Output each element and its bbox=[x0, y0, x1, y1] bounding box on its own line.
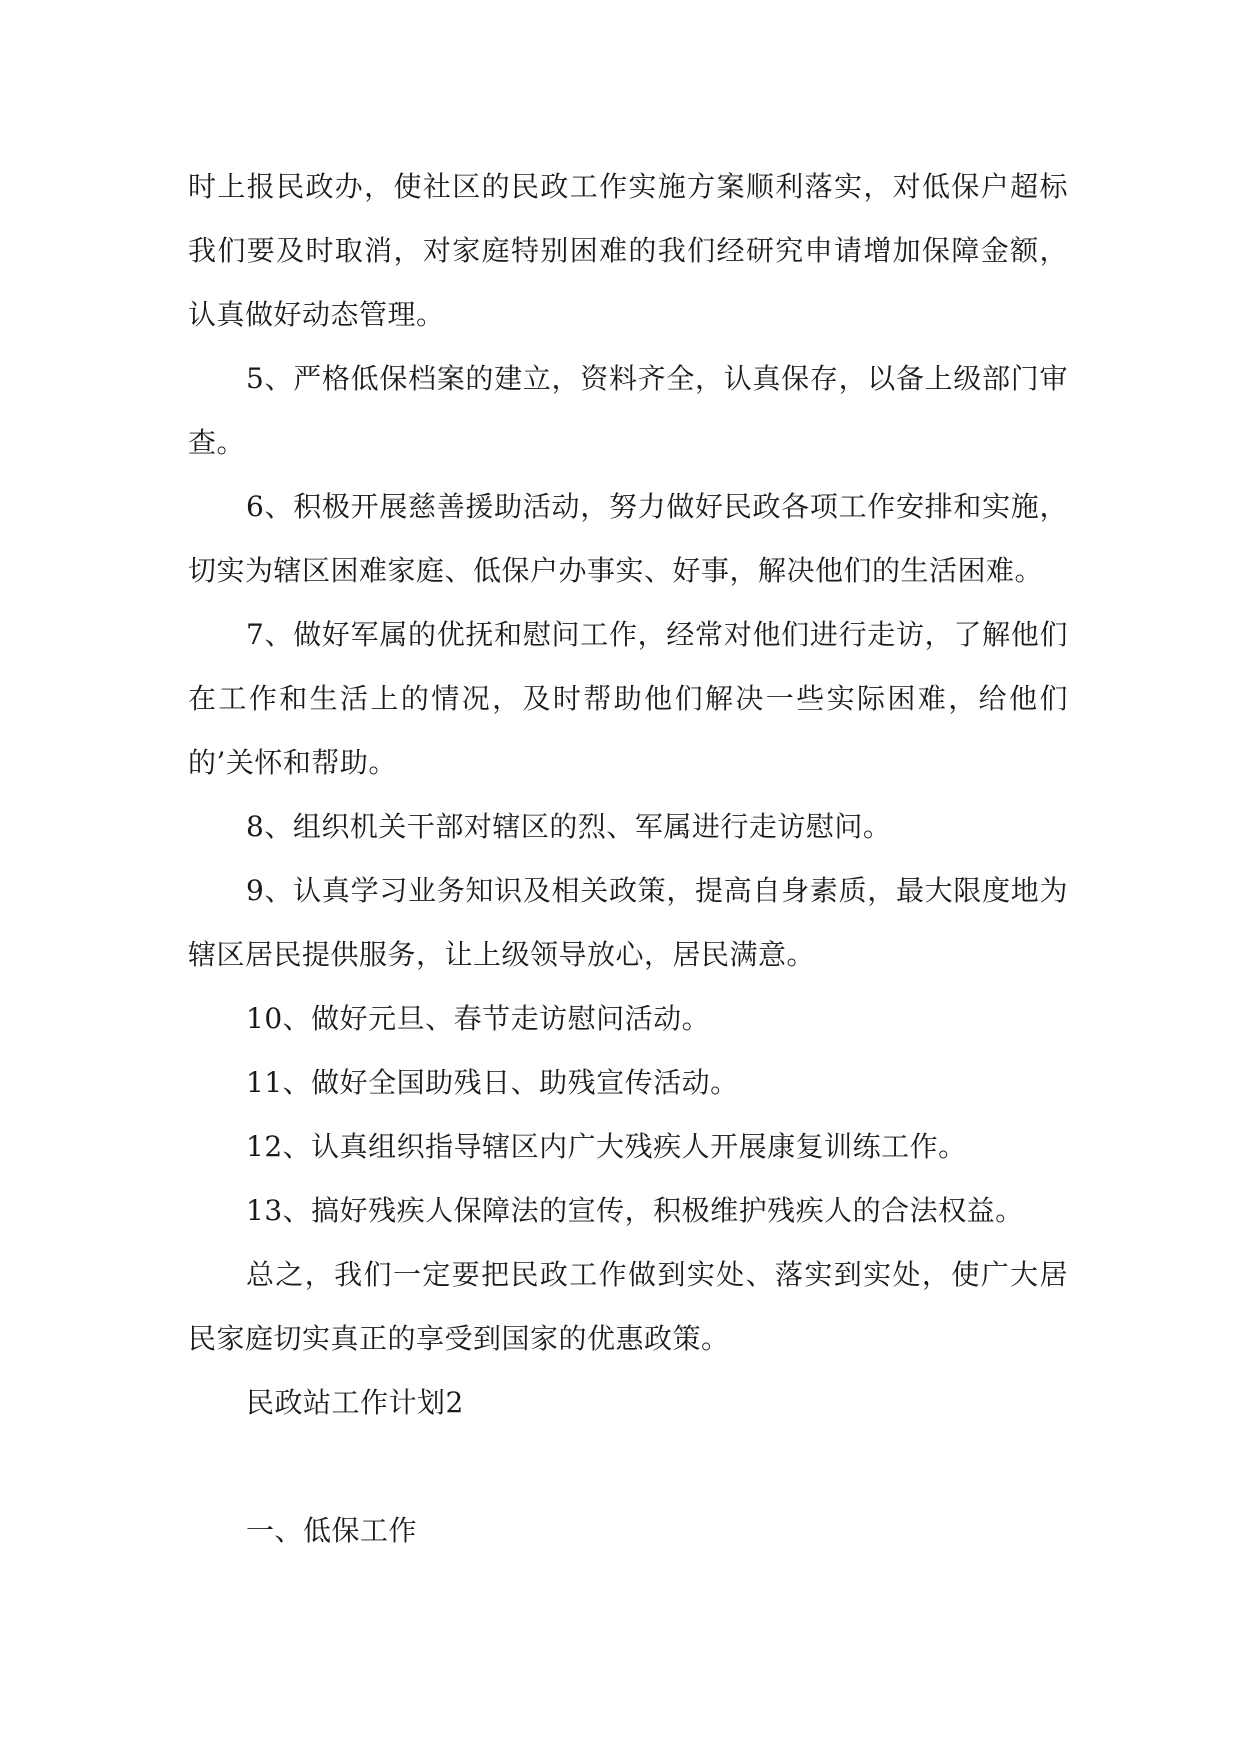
section-title: 民政站工作计划2 bbox=[246, 1386, 464, 1419]
list-item-13: 13、搞好残疾人保障法的宣传，积极维护残疾人的合法权益。 bbox=[246, 1194, 1024, 1227]
list-item-6: 6、积极开展慈善援助活动，努力做好民政各项工作安排和实施，切实为辖区困难家庭、低保户办事实、好事，解决他们的生活困难。 bbox=[188, 490, 1068, 587]
paragraph-continuation: 时上报民政办，使社区的民政工作实施方案顺利落实，对低保户超标我们要及时取消，对家庭特别困难的我们经研究申请增加保障金额，认真做好动态管理。 bbox=[188, 170, 1068, 331]
list-item-9: 9、认真学习业务知识及相关政策，提高自身素质，最大限度地为辖区居民提供服务，让上级领导放心，居民满意。 bbox=[188, 874, 1068, 971]
blank-line bbox=[188, 1435, 1068, 1499]
list-item-8: 8、组织机关干部对辖区的烈、军属进行走访慰问。 bbox=[246, 810, 892, 843]
list-item-12: 12、认真组织指导辖区内广大残疾人开展康复训练工作。 bbox=[246, 1130, 967, 1163]
summary-paragraph: 总之，我们一定要把民政工作做到实处、落实到实处，使广大居民家庭切实真正的享受到国家的优惠政策。 bbox=[188, 1258, 1068, 1355]
document-body bbox=[188, 155, 1068, 1563]
list-item-11: 11、做好全国助残日、助残宣传活动。 bbox=[246, 1066, 739, 1099]
list-item-7: 7、做好军属的优抚和慰问工作，经常对他们进行走访，了解他们在工作和生活上的情况，及时帮助他们解决一些实际困难，给他们的’关怀和帮助。 bbox=[188, 618, 1068, 779]
subsection-heading: 一、低保工作 bbox=[246, 1514, 418, 1547]
list-item-10: 10、做好元旦、春节走访慰问活动。 bbox=[246, 1002, 711, 1035]
list-item-5: 5、严格低保档案的建立，资料齐全，认真保存，以备上级部门审查。 bbox=[188, 362, 1068, 459]
